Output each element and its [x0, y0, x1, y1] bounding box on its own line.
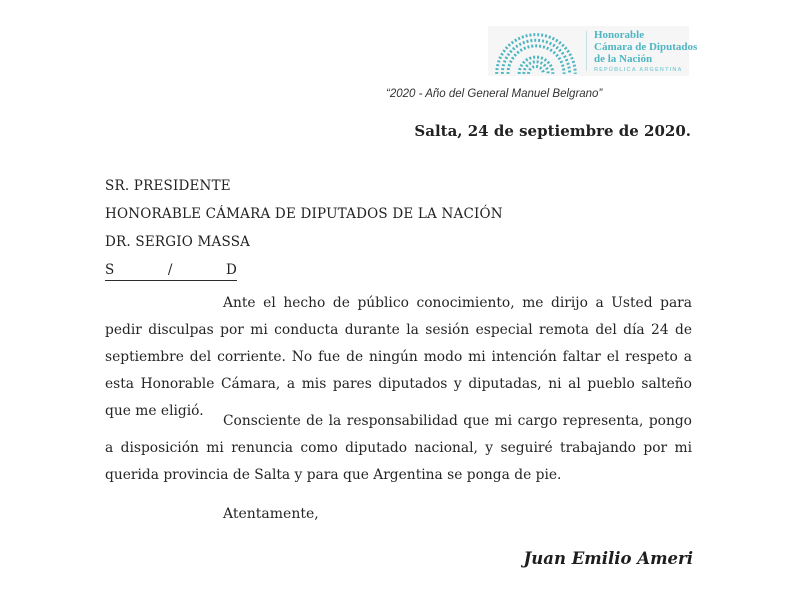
place-date: Salta, 24 de septiembre de 2020. — [414, 122, 691, 140]
recipient-name: DR. SERGIO MASSA — [105, 234, 251, 250]
recipient-title: SR. PRESIDENTE — [105, 178, 231, 194]
salutation-slash: / — [167, 262, 173, 278]
logo-title-line2: Cámara de Diputados — [594, 41, 698, 53]
body-paragraph-1: Ante el hecho de público conocimiento, me dirijo a Usted para pedir disculpas por mi conducta durante la sesión especial remota del día 24 de septiembre del corriente. No fue de ningún modo mi intención faltar el respeto a esta Honorable Cámara, a mis pares diputados y diputadas, ni al pueblo salteño que me eligió. — [105, 295, 692, 419]
logo-title-line3: de la Nación — [594, 53, 653, 65]
body-paragraph-2: Consciente de la responsabilidad que mi cargo representa, pongo a disposición mi renuncia como diputado nacional, y seguiré trabajando por mi querida provincia de Salta y para que Argentina se ponga de pie. — [105, 413, 692, 483]
dotted-arches-icon — [493, 29, 579, 74]
chamber-of-deputies-logo — [488, 26, 698, 76]
signature-name: Juan Emilio Ameri — [523, 549, 693, 568]
logo-subtitle: REPÚBLICA ARGENTINA — [594, 67, 683, 73]
logo-wordmark — [594, 29, 697, 73]
su-despacho-line — [105, 260, 237, 281]
salutation-d: D — [225, 262, 237, 278]
logo-title-line1: Honorable — [594, 29, 645, 41]
recipient-institution: HONORABLE CÁMARA DE DIPUTADOS DE LA NACIÓN — [105, 206, 503, 222]
closing-salutation: Atentamente, — [223, 506, 319, 522]
salutation-s: S — [105, 262, 115, 278]
year-motto: “2020 - Año del General Manuel Belgrano” — [386, 88, 603, 100]
logo-divider — [586, 31, 587, 71]
recipient-block — [105, 172, 503, 281]
